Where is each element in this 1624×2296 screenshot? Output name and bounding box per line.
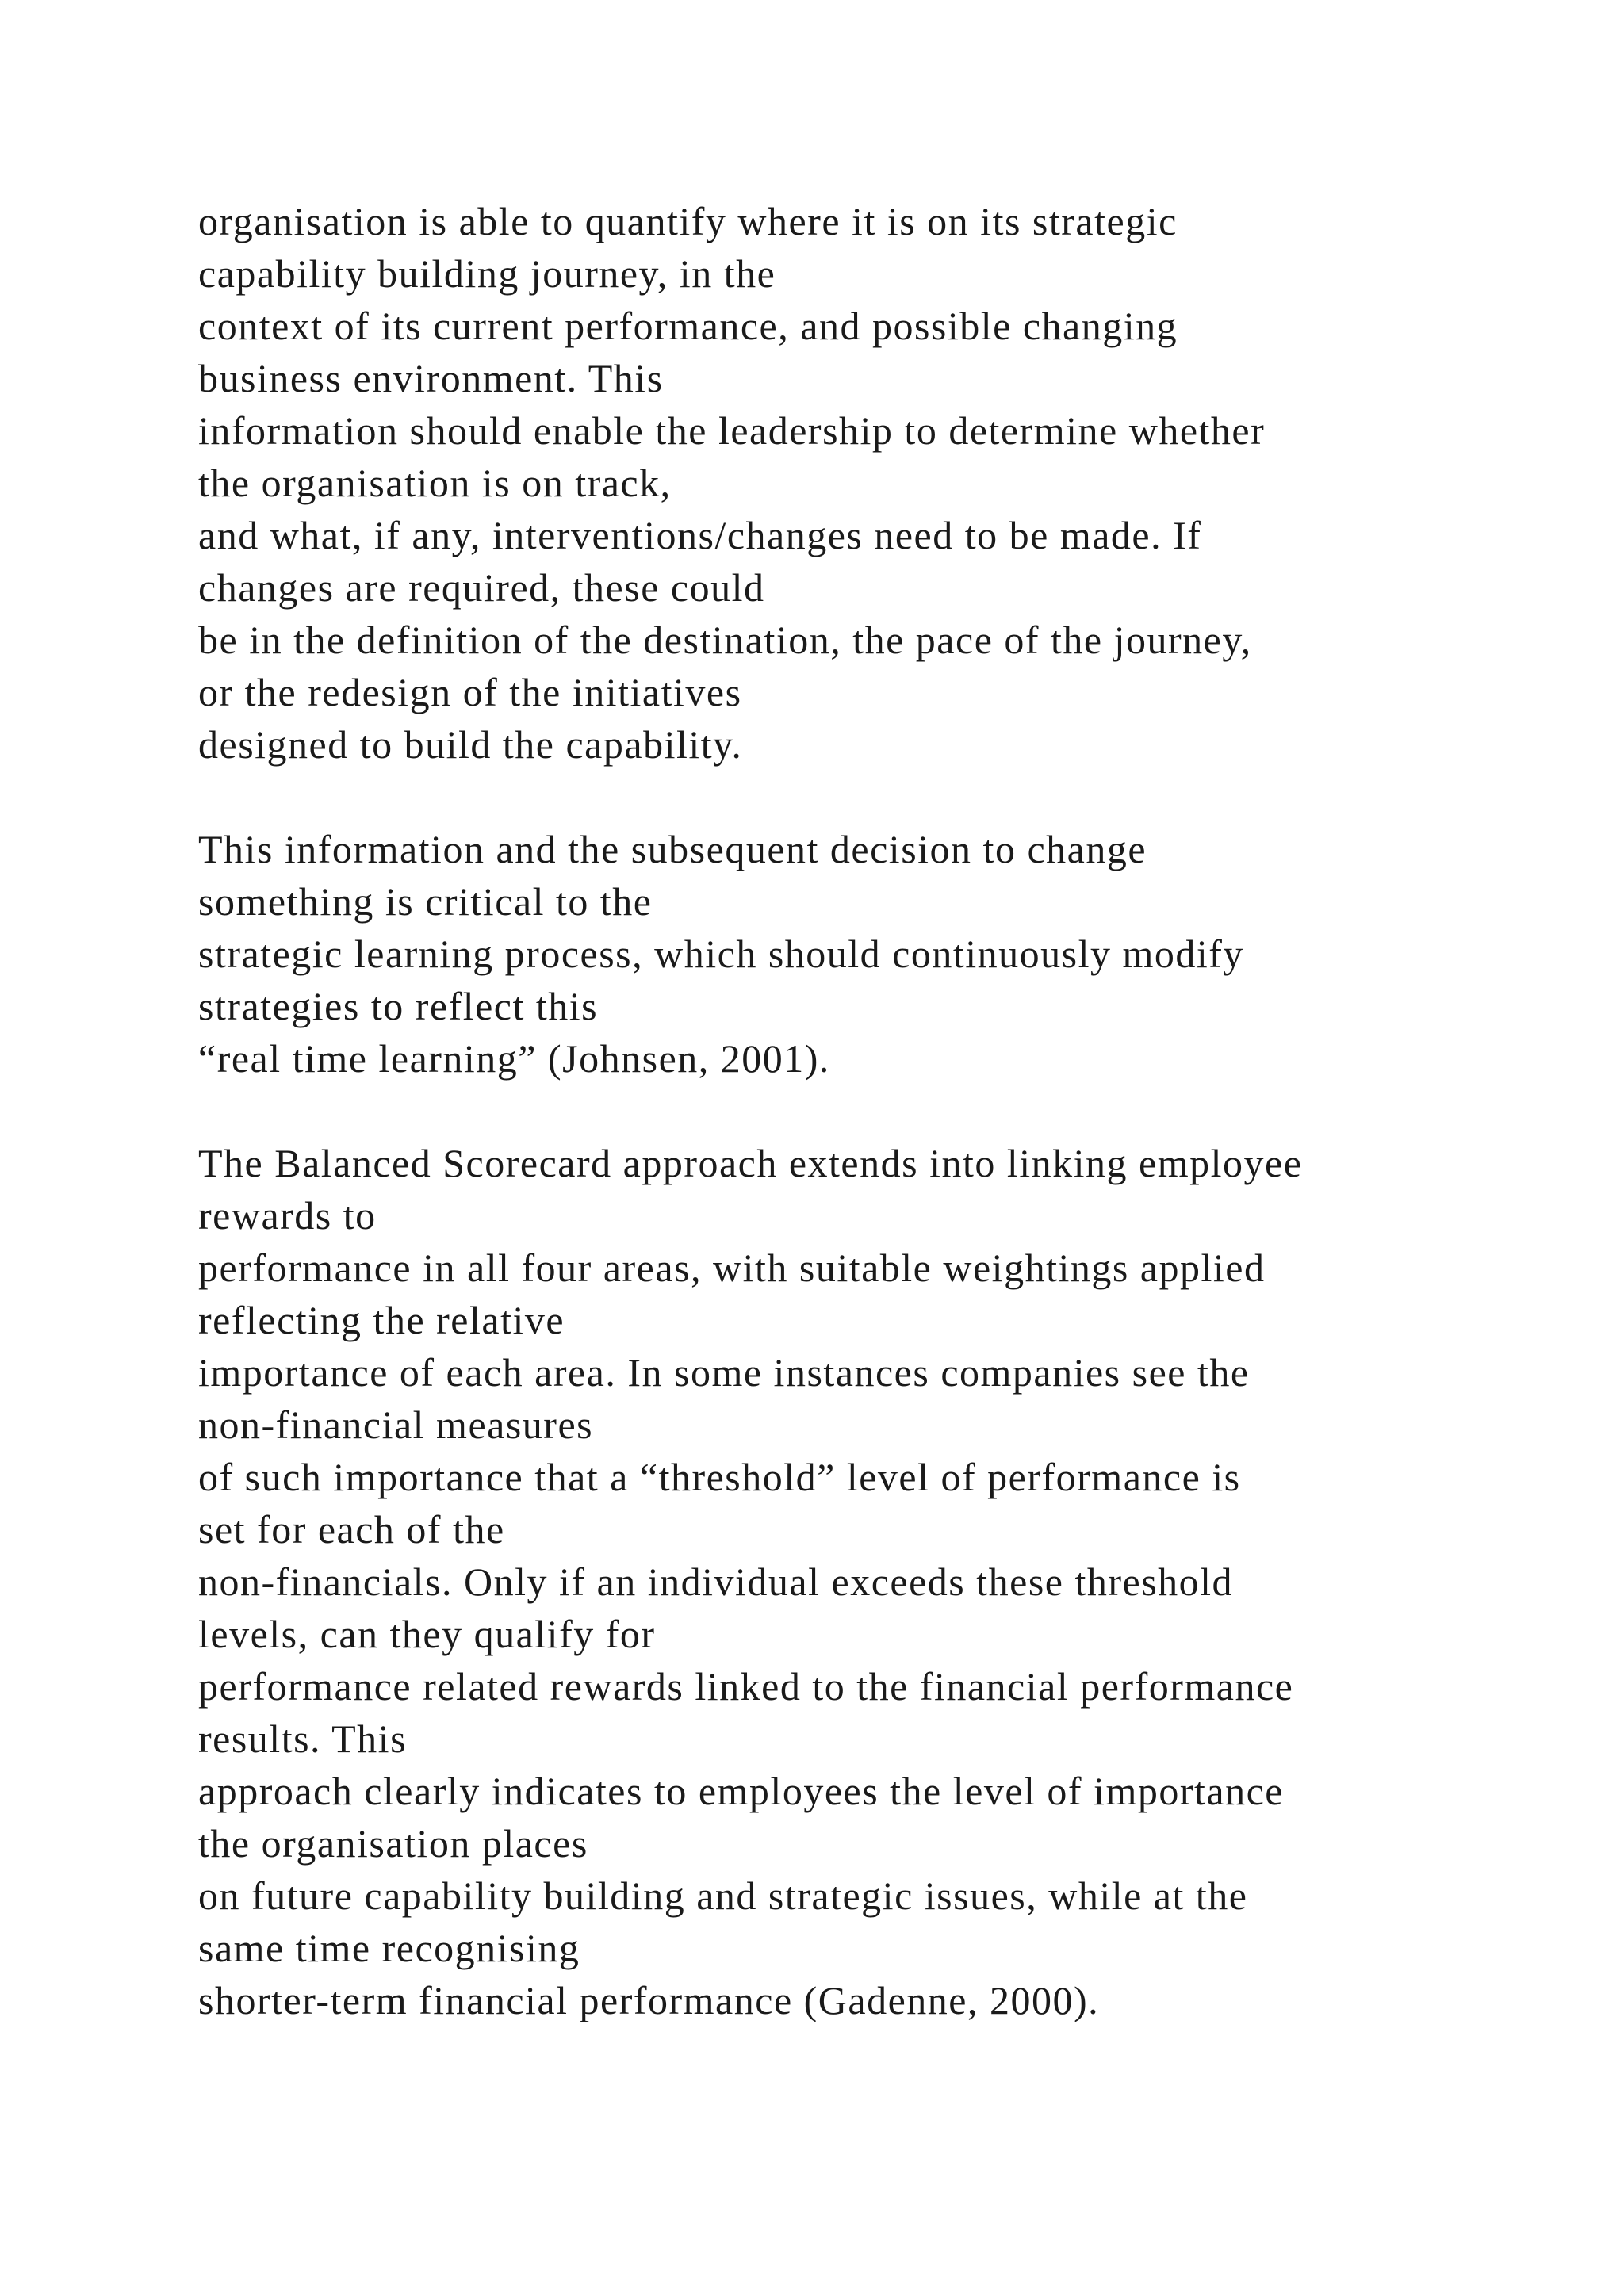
text-line: changes are required, these could xyxy=(198,565,765,610)
text-line: shorter-term financial performance (Gadenne, 2000). xyxy=(198,1978,1100,2022)
text-line: non-financials. Only if an individual exceeds these threshold xyxy=(198,1559,1234,1604)
text-line: capability building journey, in the xyxy=(198,251,776,296)
text-line: on future capability building and strategic issues, while at the xyxy=(198,1873,1248,1918)
text-line: and what, if any, interventions/changes need to be made. If xyxy=(198,513,1202,557)
text-line: reflecting the relative xyxy=(198,1298,565,1342)
paragraph-1 xyxy=(198,195,1562,771)
text-line: performance in all four areas, with suitable weightings applied xyxy=(198,1246,1266,1290)
text-line: something is critical to the xyxy=(198,879,653,924)
text-line: non-financial measures xyxy=(198,1402,594,1447)
text-line: same time recognising xyxy=(198,1926,580,1970)
text-line: information should enable the leadership to determine whether xyxy=(198,408,1266,453)
text-line: The Balanced Scorecard approach extends into linking employee xyxy=(198,1141,1303,1185)
text-line: be in the definition of the destination, the pace of the journey, xyxy=(198,618,1252,662)
text-line: approach clearly indicates to employees the level of importance xyxy=(198,1769,1284,1813)
paragraph-3 xyxy=(198,1137,1562,2026)
text-line: context of its current performance, and possible changing xyxy=(198,304,1178,348)
text-line: results. This xyxy=(198,1716,408,1761)
text-line: performance related rewards linked to the financial performance xyxy=(198,1664,1294,1709)
text-line: levels, can they qualify for xyxy=(198,1612,656,1656)
text-line: This information and the subsequent decision to change xyxy=(198,827,1147,871)
text-line: the organisation places xyxy=(198,1821,588,1866)
text-line: importance of each area. In some instances companies see the xyxy=(198,1350,1250,1395)
text-line: business environment. This xyxy=(198,356,664,400)
text-line: or the redesign of the initiatives xyxy=(198,670,742,714)
text-line: rewards to xyxy=(198,1193,377,1238)
text-line: designed to build the capability. xyxy=(198,722,743,767)
document-text xyxy=(198,195,1562,2026)
text-line: the organisation is on track, xyxy=(198,461,672,505)
text-line: strategic learning process, which should continuously modify xyxy=(198,932,1244,976)
text-line: of such importance that a “threshold” level of performance is xyxy=(198,1455,1241,1499)
text-line: strategies to reflect this xyxy=(198,984,599,1028)
text-line: organisation is able to quantify where it is on its strategic xyxy=(198,199,1178,243)
paragraph-2 xyxy=(198,823,1562,1085)
text-line: set for each of the xyxy=(198,1507,505,1552)
text-line: “real time learning” (Johnsen, 2001). xyxy=(198,1036,830,1081)
